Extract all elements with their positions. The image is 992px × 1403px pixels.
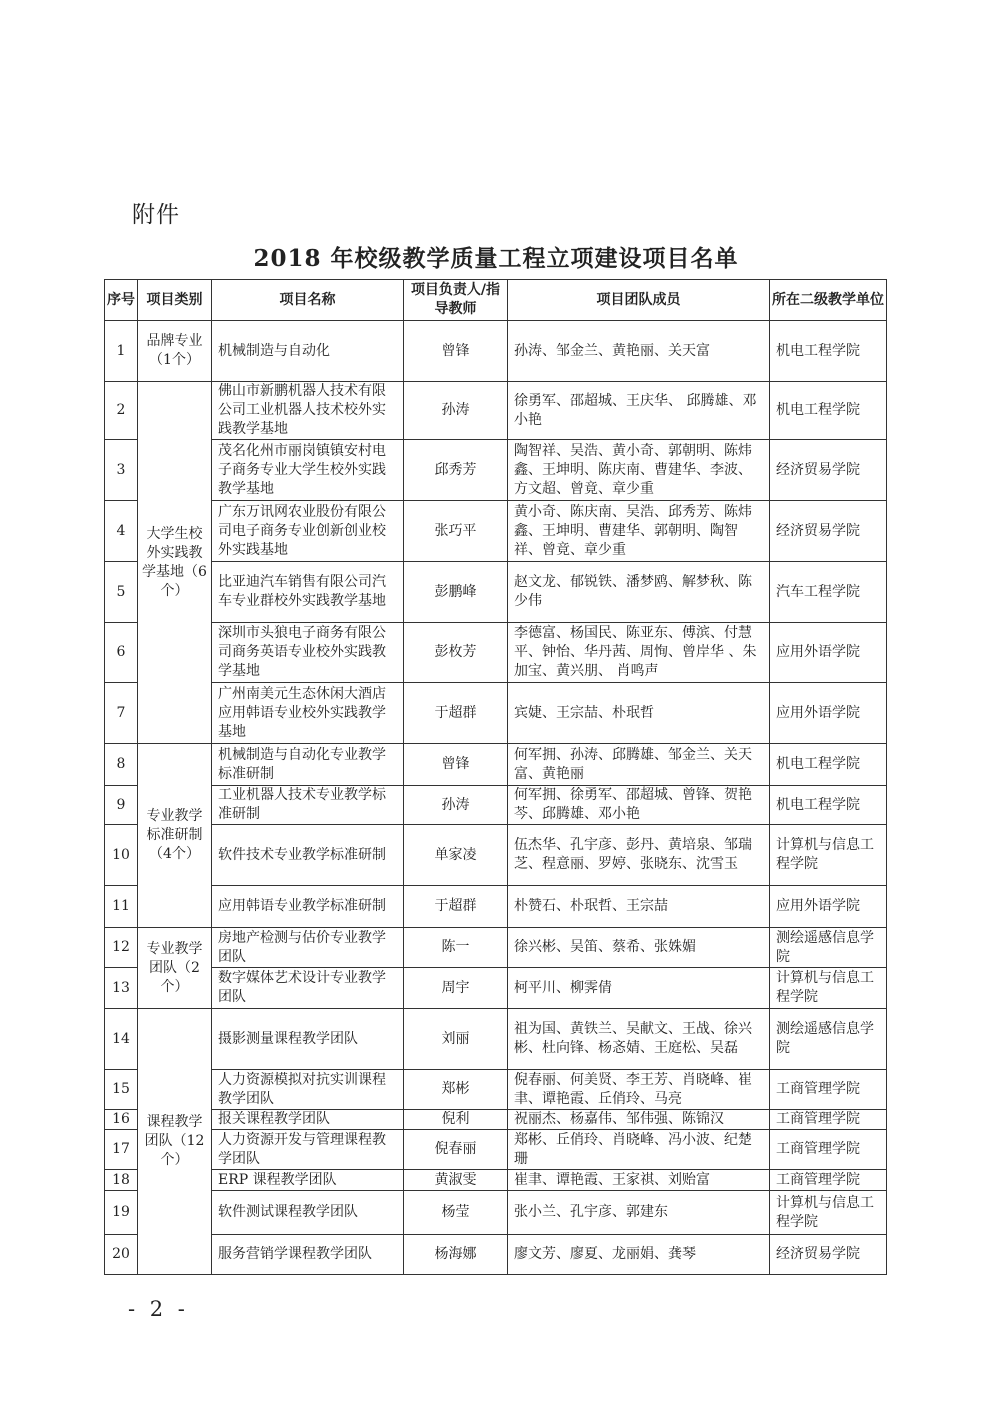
project-leader: 杨莹 xyxy=(404,1191,508,1235)
row-no: 4 xyxy=(105,501,138,562)
teaching-unit: 测绘遥感信息学院 xyxy=(770,1009,887,1070)
team-members: 崔聿、谭艳霞、王家祺、刘贻富 xyxy=(508,1170,770,1191)
table-row xyxy=(105,321,887,382)
row-no: 3 xyxy=(105,440,138,501)
table-row xyxy=(105,440,887,501)
team-members: 李德富、杨国民、陈亚东、傅滨、付慧平、钟怡、华丹茜、周恂、曾岸华 、朱加宝、黄兴朋、 肖鸣声 xyxy=(508,623,770,683)
row-no: 9 xyxy=(105,786,138,825)
project-leader: 周宇 xyxy=(404,968,508,1009)
team-members: 廖文芳、廖夏、龙丽娟、龚琴 xyxy=(508,1235,770,1275)
project-name: 机械制造与自动化 xyxy=(212,321,404,382)
row-no: 16 xyxy=(105,1110,138,1130)
team-members: 柯平川、柳霁倩 xyxy=(508,968,770,1009)
table-row xyxy=(105,683,887,744)
header-category: 项目类别 xyxy=(138,280,212,321)
project-leader: 于超群 xyxy=(404,886,508,928)
project-leader: 陈一 xyxy=(404,928,508,968)
project-name: 比亚迪汽车销售有限公司汽车专业群校外实践教学基地 xyxy=(212,562,404,623)
project-name: 软件技术专业教学标准研制 xyxy=(212,825,404,886)
team-members: 祝丽杰、杨嘉伟、邹伟强、陈锦汉 xyxy=(508,1110,770,1130)
row-no: 15 xyxy=(105,1070,138,1110)
team-members: 倪春丽、何美贤、李王芳、肖晓峰、崔聿、谭艳霞、丘俏玲、马亮 xyxy=(508,1070,770,1110)
teaching-unit: 工商管理学院 xyxy=(770,1070,887,1110)
category-cell: 专业教学标准研制（4个） xyxy=(138,744,212,928)
team-members: 黄小奇、陈庆南、吴浩、邱秀芳、陈炜鑫、王坤明、曹建华、郭朝明、陶智祥、曾竟、章少重 xyxy=(508,501,770,562)
row-no: 1 xyxy=(105,321,138,382)
team-members: 宾婕、王宗喆、朴珉哲 xyxy=(508,683,770,744)
table-row xyxy=(105,968,887,1009)
project-name: 摄影测量课程教学团队 xyxy=(212,1009,404,1070)
project-name: ERP 课程教学团队 xyxy=(212,1170,404,1191)
project-name: 软件测试课程教学团队 xyxy=(212,1191,404,1235)
table-row xyxy=(105,382,887,440)
team-members: 郑彬、丘俏玲、肖晓峰、冯小波、纪楚珊 xyxy=(508,1130,770,1170)
teaching-unit: 工商管理学院 xyxy=(770,1170,887,1191)
header-no: 序号 xyxy=(105,280,138,321)
team-members: 徐兴彬、吴笛、蔡希、张姝媚 xyxy=(508,928,770,968)
table-row xyxy=(105,501,887,562)
teaching-unit: 测绘遥感信息学院 xyxy=(770,928,887,968)
project-name: 服务营销学课程教学团队 xyxy=(212,1235,404,1275)
table-row xyxy=(105,928,887,968)
category-cell: 大学生校外实践教学基地（6个） xyxy=(138,382,212,744)
row-no: 14 xyxy=(105,1009,138,1070)
team-members: 何军拥、孙涛、邱腾雄、邹金兰、关天富、黄艳丽 xyxy=(508,744,770,786)
project-leader: 彭鹏峰 xyxy=(404,562,508,623)
project-leader: 刘丽 xyxy=(404,1009,508,1070)
teaching-unit: 经济贸易学院 xyxy=(770,440,887,501)
row-no: 5 xyxy=(105,562,138,623)
project-leader: 曾锋 xyxy=(404,744,508,786)
team-members: 赵文龙、郁锐铁、潘梦鸥、解梦秋、陈少伟 xyxy=(508,562,770,623)
project-leader: 郑彬 xyxy=(404,1070,508,1110)
row-no: 13 xyxy=(105,968,138,1009)
project-name: 茂名化州市丽岗镇镇安村电子商务专业大学生校外实践教学基地 xyxy=(212,440,404,501)
project-leader: 于超群 xyxy=(404,683,508,744)
project-name: 广东万讯网农业股份有限公司电子商务专业创新创业校外实践基地 xyxy=(212,501,404,562)
table-row xyxy=(105,1110,887,1130)
project-name: 数字媒体艺术设计专业教学团队 xyxy=(212,968,404,1009)
project-name: 机械制造与自动化专业教学标准研制 xyxy=(212,744,404,786)
team-members: 伍杰华、孔宇彦、彭丹、黄培泉、邹瑞芝、程意丽、罗婷、张晓东、沈雪玉 xyxy=(508,825,770,886)
project-leader: 曾锋 xyxy=(404,321,508,382)
table-row xyxy=(105,786,887,825)
table-row xyxy=(105,1191,887,1235)
project-list-table xyxy=(104,279,887,1275)
project-leader: 黄淑雯 xyxy=(404,1170,508,1191)
teaching-unit: 经济贸易学院 xyxy=(770,1235,887,1275)
team-members: 何军拥、徐勇军、邵超城、曾锋、贺艳芩、邱腾雄、邓小艳 xyxy=(508,786,770,825)
category-cell: 专业教学团队（2个） xyxy=(138,928,212,1009)
project-name: 工业机器人技术专业教学标准研制 xyxy=(212,786,404,825)
row-no: 7 xyxy=(105,683,138,744)
teaching-unit: 计算机与信息工程学院 xyxy=(770,1191,887,1235)
header-name: 项目名称 xyxy=(212,280,404,321)
table-row xyxy=(105,744,887,786)
project-leader: 单家凌 xyxy=(404,825,508,886)
teaching-unit: 工商管理学院 xyxy=(770,1130,887,1170)
attachment-label: 附件 xyxy=(132,202,180,228)
project-leader: 孙涛 xyxy=(404,382,508,440)
project-leader: 邱秀芳 xyxy=(404,440,508,501)
project-name: 报关课程教学团队 xyxy=(212,1110,404,1130)
teaching-unit: 计算机与信息工程学院 xyxy=(770,825,887,886)
teaching-unit: 经济贸易学院 xyxy=(770,501,887,562)
table-row xyxy=(105,886,887,928)
teaching-unit: 机电工程学院 xyxy=(770,382,887,440)
row-no: 6 xyxy=(105,623,138,683)
project-leader: 张巧平 xyxy=(404,501,508,562)
teaching-unit: 机电工程学院 xyxy=(770,744,887,786)
project-name: 应用韩语专业教学标准研制 xyxy=(212,886,404,928)
project-name: 佛山市新鹏机器人技术有限公司工业机器人技术校外实践教学基地 xyxy=(212,382,404,440)
row-no: 20 xyxy=(105,1235,138,1275)
row-no: 12 xyxy=(105,928,138,968)
project-name: 广州南美元生态休闲大酒店应用韩语专业校外实践教学基地 xyxy=(212,683,404,744)
table-header-row xyxy=(105,280,887,321)
header-unit: 所在二级教学单位 xyxy=(770,280,887,321)
project-leader: 彭枚芳 xyxy=(404,623,508,683)
teaching-unit: 计算机与信息工程学院 xyxy=(770,968,887,1009)
teaching-unit: 应用外语学院 xyxy=(770,683,887,744)
team-members: 张小兰、孔宇彦、郭建东 xyxy=(508,1191,770,1235)
table-row xyxy=(105,825,887,886)
project-name: 深圳市头狼电子商务有限公司商务英语专业校外实践教学基地 xyxy=(212,623,404,683)
teaching-unit: 机电工程学院 xyxy=(770,321,887,382)
team-members: 孙涛、邹金兰、黄艳丽、关天富 xyxy=(508,321,770,382)
header-leader: 项目负责人/指导教师 xyxy=(404,280,508,321)
project-leader: 倪利 xyxy=(404,1110,508,1130)
row-no: 10 xyxy=(105,825,138,886)
teaching-unit: 应用外语学院 xyxy=(770,623,887,683)
table-row xyxy=(105,623,887,683)
table-row xyxy=(105,562,887,623)
header-members: 项目团队成员 xyxy=(508,280,770,321)
row-no: 18 xyxy=(105,1170,138,1191)
project-leader: 倪春丽 xyxy=(404,1130,508,1170)
row-no: 11 xyxy=(105,886,138,928)
team-members: 徐勇军、邵超城、王庆华、 邱腾雄、邓小艳 xyxy=(508,382,770,440)
page-number: - 2 - xyxy=(128,1297,189,1321)
teaching-unit: 汽车工程学院 xyxy=(770,562,887,623)
row-no: 2 xyxy=(105,382,138,440)
row-no: 17 xyxy=(105,1130,138,1170)
teaching-unit: 机电工程学院 xyxy=(770,786,887,825)
project-name: 人力资源开发与管理课程教学团队 xyxy=(212,1130,404,1170)
table-row xyxy=(105,1009,887,1070)
category-cell: 课程教学团队（12个） xyxy=(138,1009,212,1275)
team-members: 陶智祥、吴浩、黄小奇、郭朝明、陈炜鑫、王坤明、陈庆南、曹建华、李波、方文超、曾竟、章少重 xyxy=(508,440,770,501)
table-row xyxy=(105,1235,887,1275)
project-leader: 孙涛 xyxy=(404,786,508,825)
teaching-unit: 工商管理学院 xyxy=(770,1110,887,1130)
project-name: 人力资源模拟对抗实训课程教学团队 xyxy=(212,1070,404,1110)
teaching-unit: 应用外语学院 xyxy=(770,886,887,928)
table-row xyxy=(105,1130,887,1170)
table-row xyxy=(105,1170,887,1191)
project-name: 房地产检测与估价专业教学团队 xyxy=(212,928,404,968)
row-no: 8 xyxy=(105,744,138,786)
team-members: 朴赞石、朴珉哲、王宗喆 xyxy=(508,886,770,928)
team-members: 祖为国、黄铁兰、吴献文、王战、徐兴彬、杜向锋、杨忞婧、王庭松、吴磊 xyxy=(508,1009,770,1070)
category-cell: 品牌专业（1个） xyxy=(138,321,212,382)
document-title: 2018 年校级教学质量工程立项建设项目名单 xyxy=(253,245,739,272)
table-row xyxy=(105,1070,887,1110)
row-no: 19 xyxy=(105,1191,138,1235)
project-leader: 杨海娜 xyxy=(404,1235,508,1275)
